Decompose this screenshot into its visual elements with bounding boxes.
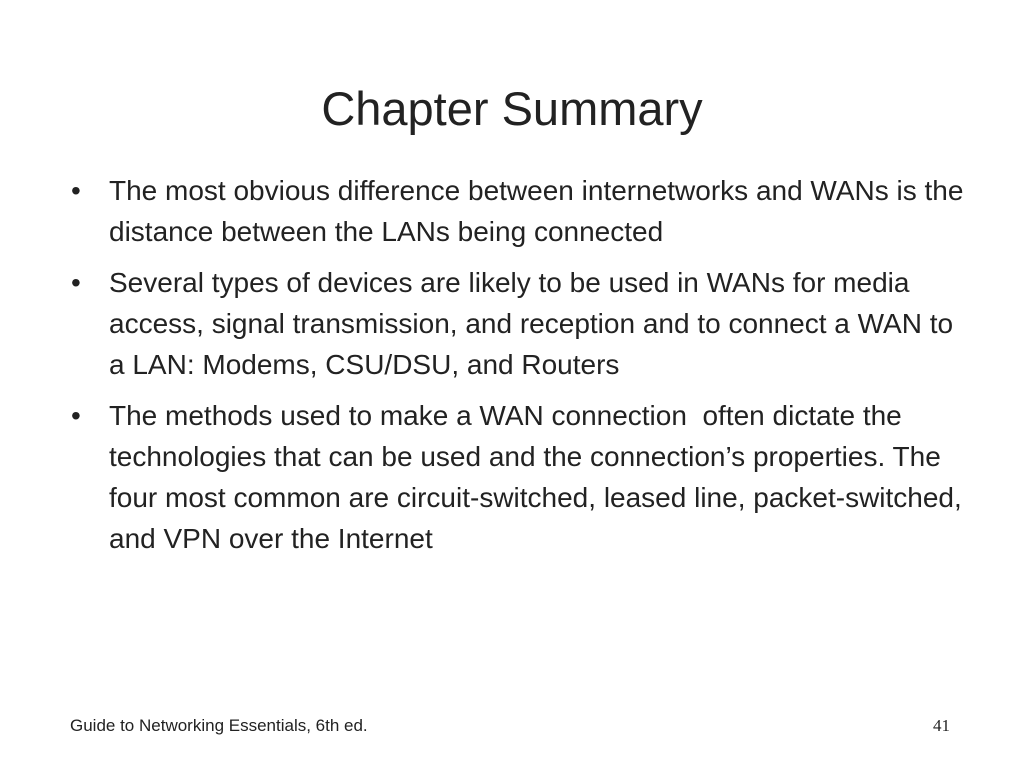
bullet-item <box>70 262 970 385</box>
bullet-marker: • <box>71 175 81 206</box>
footer-page-number: 41 <box>933 716 950 735</box>
bullet-text: The most obvious difference between internetworks and WANs is the distance between the LANs being connected <box>109 175 964 247</box>
bullet-list <box>70 170 970 569</box>
footer-book-title: Guide to Networking Essentials, 6th ed. <box>70 716 368 735</box>
bullet-item <box>70 170 970 252</box>
bullet-marker: • <box>71 267 81 298</box>
bullet-text: The methods used to make a WAN connection often dictate the technologies that can be used and the connection’s properties. The four most common are circuit-switched, leased line, packet-switched, and VPN over the Internet <box>109 400 970 554</box>
bullet-marker: • <box>71 400 81 431</box>
bullet-text: Several types of devices are likely to be used in WANs for media access, signal transmission, and reception and to connect a WAN to a LAN: Modems, CSU/DSU, and Routers <box>109 267 954 380</box>
slide-title: Chapter Summary <box>321 82 703 135</box>
bullet-item <box>70 395 970 559</box>
